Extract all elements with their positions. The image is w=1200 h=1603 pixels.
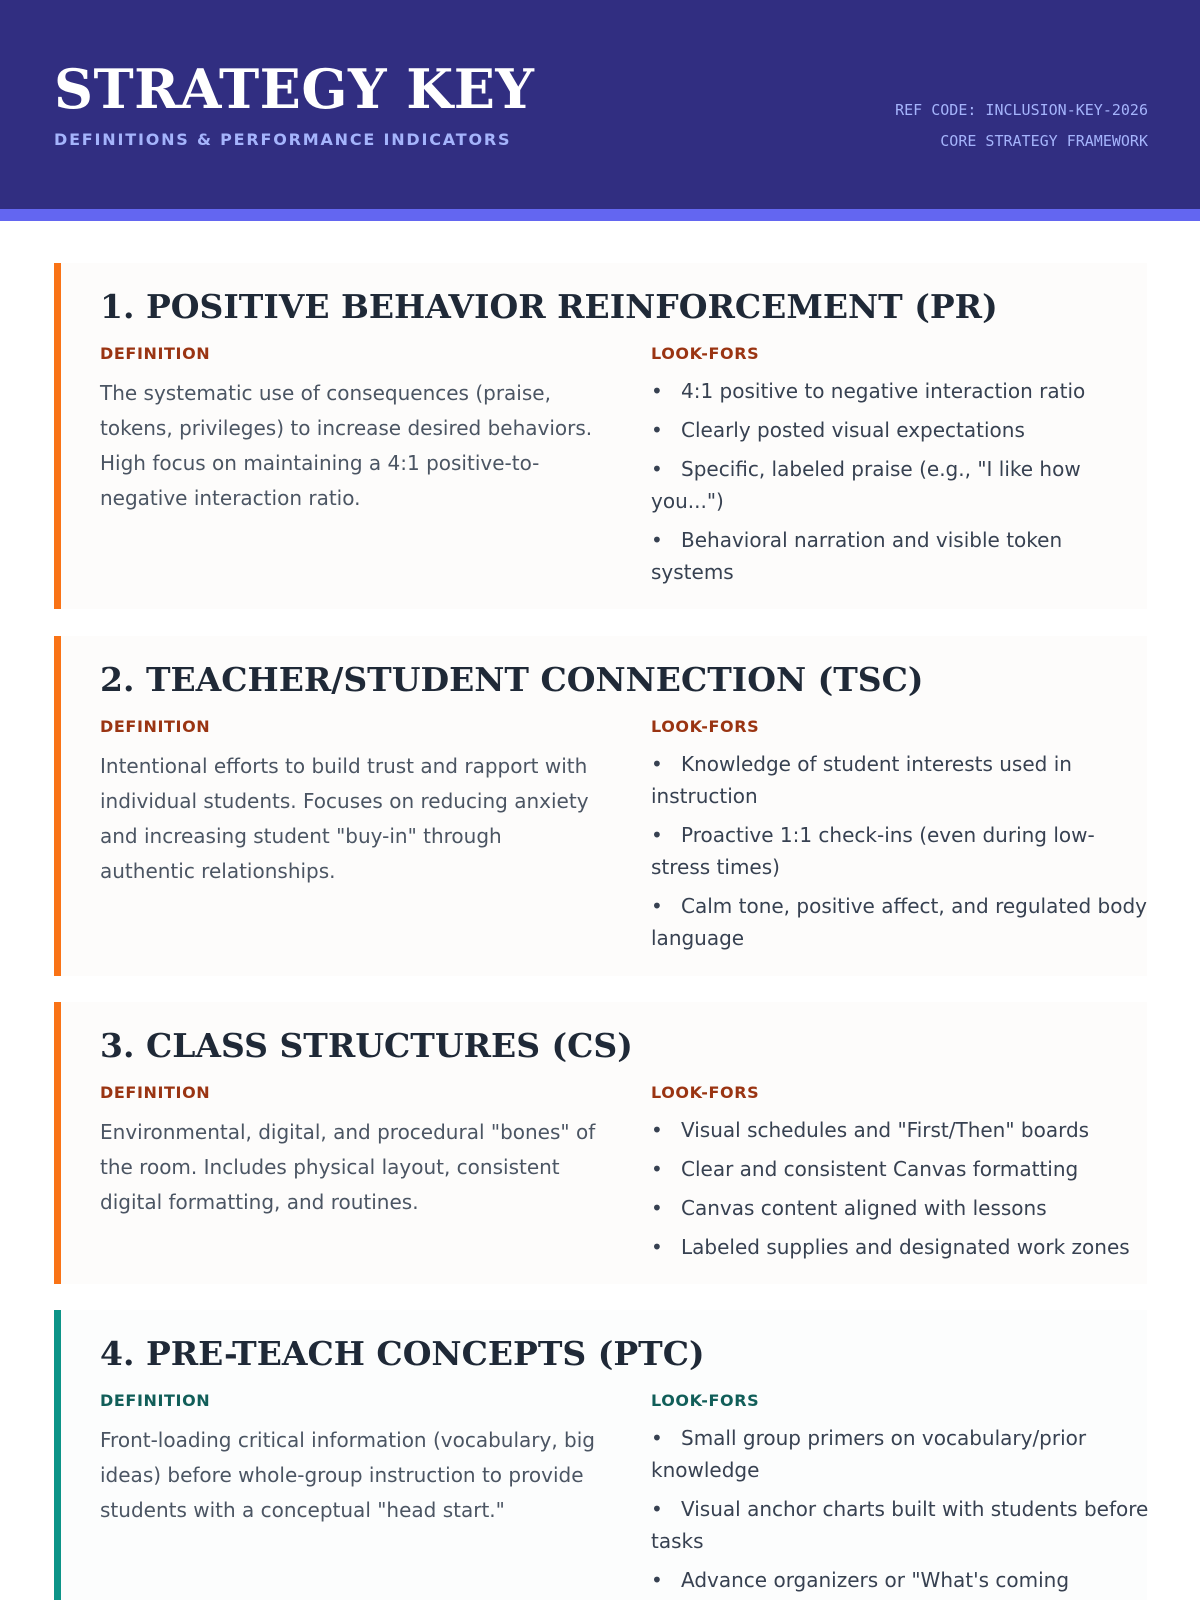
strategy-title: 3. CLASS STRUCTURES (CS) [100,1026,633,1065]
lookfors-list [651,1114,1171,1270]
strategy-title: 1. POSITIVE BEHAVIOR REINFORCEMENT (PR) [100,287,998,326]
framework-label: CORE STRATEGY FRAMEWORK [940,132,1148,150]
definition-label: DEFINITION [100,717,211,736]
page-header [0,0,1200,209]
lookfors-label: LOOK-FORS [651,1083,760,1102]
header-accent-stripe [0,209,1200,221]
strategy-card-tsc [54,636,1147,976]
list-item: • Small group primers on vocabulary/prior knowledge [651,1426,1087,1482]
definition-text: Environmental, digital, and procedural "bones" of the room. Includes physical layout, consistent digital formatting, and routines. [100,1120,596,1214]
list-item: • Calm tone, positive affect, and regulated body language [651,894,1148,950]
lookfors-list [651,748,1151,961]
strategy-card-pr [54,263,1147,609]
list-item: • Behavioral narration and visible token systems [651,528,1063,584]
ref-code: REF CODE: INCLUSION-KEY-2026 [895,101,1148,119]
lookfors-list [651,1422,1151,1603]
definition-label: DEFINITION [100,1391,211,1410]
lookfors-label: LOOK-FORS [651,717,760,736]
list-item: • Clear and consistent Canvas formatting [651,1157,1079,1181]
list-item: • Knowledge of student interests used in instruction [651,752,1072,808]
definition-text: Front-loading critical information (vocabulary, big ideas) before whole-group instruction to provide students with a conceptual "head start." [100,1428,595,1522]
definition-label: DEFINITION [100,1083,211,1102]
strategy-title: 4. PRE-TEACH CONCEPTS (PTC) [100,1334,705,1373]
list-item: • Labeled supplies and designated work zones [651,1235,1130,1259]
list-item: • Visual schedules and "First/Then" boards [651,1118,1090,1142]
list-item: • Proactive 1:1 check-ins (even during low-stress times) [651,823,1095,879]
page-title: STRATEGY KEY [54,57,535,121]
lookfors-label: LOOK-FORS [651,1391,760,1410]
strategy-title: 2. TEACHER/STUDENT CONNECTION (TSC) [100,660,924,699]
lookfors-list [651,375,1151,595]
page-subtitle: DEFINITIONS & PERFORMANCE INDICATORS [54,130,512,149]
lookfors-label: LOOK-FORS [651,344,760,363]
list-item: • Advance organizers or "What's coming [651,1568,1070,1592]
list-item: • Specific, labeled praise (e.g., "I like how you...") [651,457,1081,513]
definition-label: DEFINITION [100,344,211,363]
strategy-card-cs [54,1002,1147,1284]
list-item: • 4:1 positive to negative interaction ratio [651,379,1086,403]
list-item: • Canvas content aligned with lessons [651,1196,1047,1220]
list-item: • Visual anchor charts built with students before tasks [651,1497,1149,1553]
list-item: • Clearly posted visual expectations [651,418,1025,442]
definition-text: The systematic use of consequences (praise, tokens, privileges) to increase desired behaviors. High focus on maintaining a 4:1 positive-to-negative interaction ratio. [100,381,593,510]
definition-text: Intentional efforts to build trust and rapport with individual students. Focuses on reducing anxiety and increasing student "buy-in" through authentic relationships. [100,754,589,883]
strategy-card-ptc [54,1310,1147,1600]
